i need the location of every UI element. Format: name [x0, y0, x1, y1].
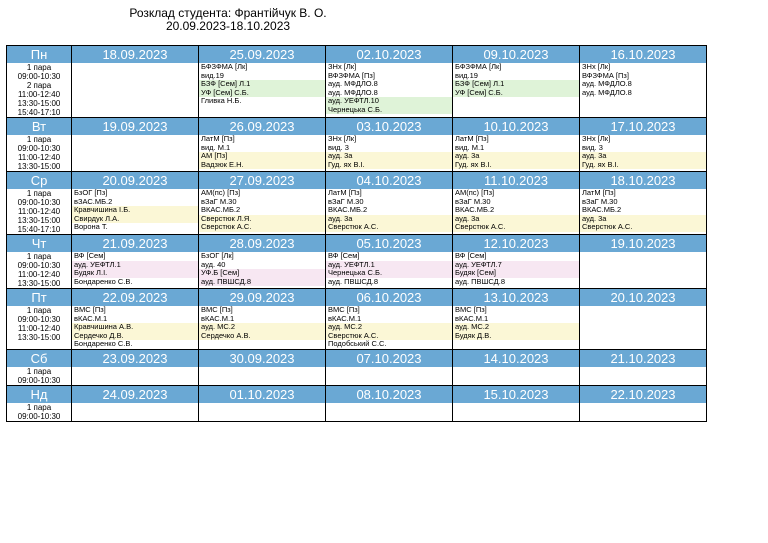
day-row-sat: Сб 1 пара 09:00-10:30 23.09.2023 30.09.2023 07.10.2023 14.10.2023 21.10.2023	[7, 349, 707, 385]
day-row-sun: Нд 1 пара 09:00-10:30 24.09.2023 01.10.2023 08.10.2023 15.10.2023 22.10.2023	[7, 385, 707, 421]
page-title: Розклад студента: Франтійчук В. О.	[129, 6, 327, 20]
date-range: 20.09.2023-18.10.2023	[165, 19, 291, 33]
day-name: Пн	[7, 46, 71, 63]
day-row-mon	[7, 46, 707, 118]
day-row-tue: Вт 1 пара 09:00-10:30 11:00-12:40 13:30-15:00 19.09.2023 26.09.2023 ЛатМ [Пз] вид. М.1 АМ [Пз] Вадзюк Е.Н. 03.10.2023 ЗНх [Лк] вид. 3 ауд. 3а Гуд. ях В.І. 10.10.2023 ЛатМ [Пз] вид. М.1 ауд. 3а Гуд. ях В.І. 17.10.2023 ЗНх [Лк] вид. 3 ауд. 3а Гуд. ях В.І.	[7, 118, 707, 172]
date-cell[interactable]: 25.09.2023 БФЗФМА [Лк] вид.19 БЗФ [Сем] Л.1 УФ [Сем] С.Б. Гливка Н.Б.	[199, 46, 326, 118]
day-cell: Пн 1 пара 09:00-10:30 2 пара 11:00-12:40 13:30-15:00 15:40-17:10	[7, 46, 72, 118]
date-cell[interactable]: 02.10.2023 ЗНх [Лк] ВФЗФМА [Пз] ауд. МФДЛО.8 ауд. МФДЛО.8 ауд. УЕФТЛ.10 Чернецька С.Б.	[326, 46, 453, 118]
date-cell: 18.09.2023	[72, 46, 199, 118]
day-row-thu: Чт 1 пара 09:00-10:30 11:00-12:40 13:30-15:00 21.09.2023 ВФ [Сем] ауд. УЕФТЛ.1 Будяк Л.І. Бондаренко С.В. 28.09.2023 БзОГ [Лк] ауд. 40 УФ.Б [Сем] ауд. ПВШСД.8 05.10.2023 ВФ [Сем] ауд. УЕФТЛ.1 Чернецька С.Б. ауд. ПВШСД.8 12.10.2023 ВФ [Сем] ауд. УЕФТЛ.7 Будяк [Сем] ауд. ПВШСД.8 19.10.2023	[7, 235, 707, 289]
day-row-wed: Ср 1 пара 09:00-10:30 11:00-12:40 13:30-15:00 15:40-17:10 20.09.2023 БзОГ [Пз] вЗАС.МБ.2 Кравчишина І.Б. Свирдук Л.А. Ворона Т. 27.09.2023 АМ(пс) [Пз] вЗаГ М.30 ВКАС.МБ.2 Сверстюк Л.Я. Сверстюк А.С. 04.10.2023 ЛатМ [Пз] вЗаГ М.30 ВКАС.МБ.2 ауд. 3а Сверстюк А.С. 11.10.2023 АМ(пс) [Пз] вЗаГ М.30 ВКАС.МБ.2 ауд. 3а Сверстюк А.С. 18.10.2023 ЛатМ [Пз] вЗаГ М.30 ВКАС.МБ.2 ауд. 3а Сверстюк А.С.	[7, 172, 707, 235]
schedule-table	[6, 45, 707, 422]
day-row-fri: Пт 1 пара 09:00-10:30 11:00-12:40 13:30-15:00 22.09.2023 ВМС [Пз] вКАС.М.1 Кравчишина А.В. Сердечко Д.В. Бондаренко С.В. 29.09.2023 ВМС [Пз] вКАС.М.1 ауд. МС.2 Сердечко А.В. 06.10.2023 ВМС [Пз] вКАС.М.1 ауд. МС.2 Сверстюк А.С. Подобський С.С. 13.10.2023 ВМС [Пз] вКАС.М.1 ауд. МС.2 Будяк Д.В. 20.10.2023	[7, 289, 707, 350]
date-cell[interactable]: 09.10.2023 БФЗФМА [Лк] вид.19 БЗФ [Сем] Л.1 УФ [Сем] С.Б.	[453, 46, 580, 118]
date-cell[interactable]: 16.10.2023 ЗНх [Лк] ВФЗФМА [Пз] ауд. МФДЛО.8 ауд. МФДЛО.8	[580, 46, 707, 118]
day-cell: Вт 1 пара 09:00-10:30 11:00-12:40 13:30-15:00	[7, 118, 72, 172]
